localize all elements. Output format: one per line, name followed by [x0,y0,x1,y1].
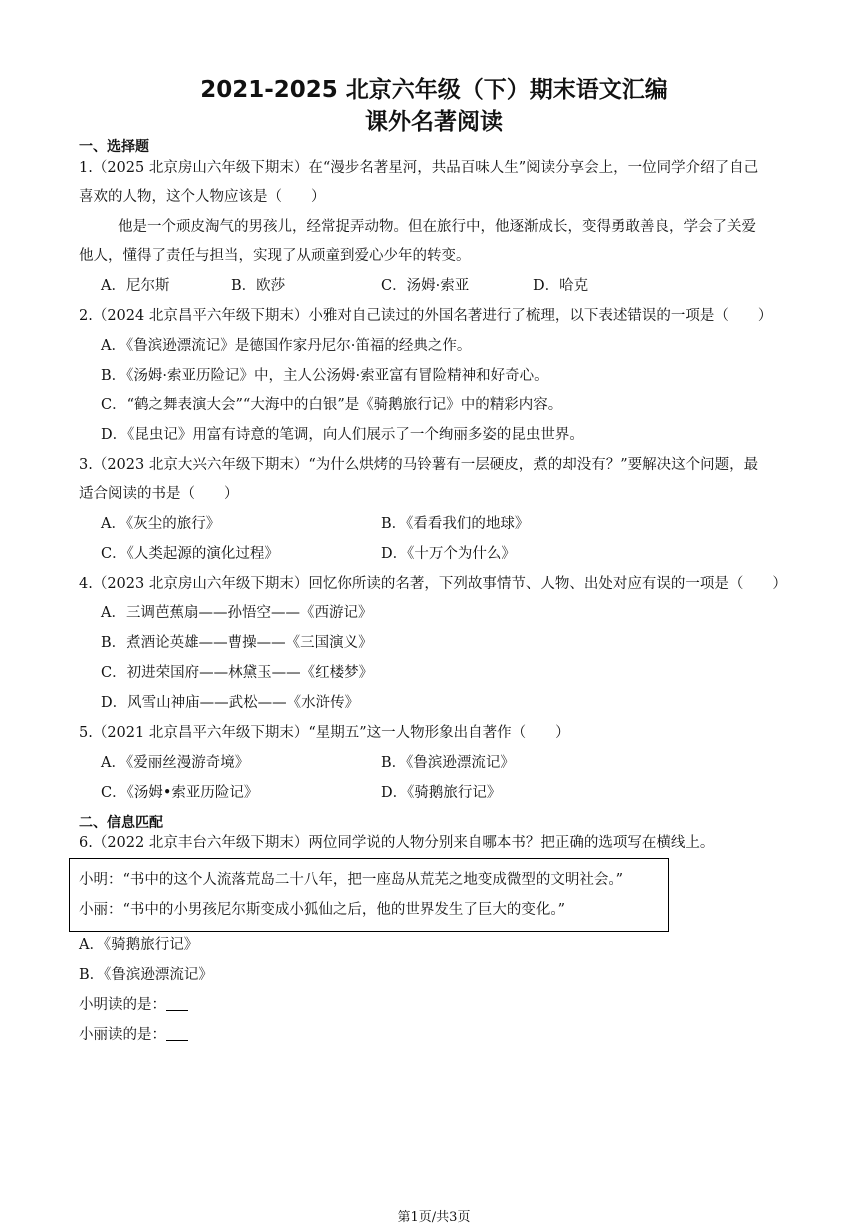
question-3-text-cont: 适合阅读的书是（ ） [79,486,239,502]
question-5-option-b: B．《鲁滨逊漂流记》 [381,755,515,771]
question-1-option-b: B．欧莎 [231,278,286,294]
question-2-option-b: B．《汤姆·索亚历险记》中，主人公汤姆·索亚富有冒险精神和好奇心。 [101,368,549,384]
question-6-text: 6.（2022 北京丰台六年级下期末）两位同学说的人物分别来自哪本书？把正确的选项写在横线上。 [79,835,715,851]
question-3-option-c: C．《人类起源的演化过程》 [101,546,279,562]
quote-xiaoli: 小丽：“书中的小男孩尼尔斯变成小狐仙之后，他的世界发生了巨大的变化。” [79,902,566,918]
question-1-text-cont: 喜欢的人物，这个人物应该是（ ） [79,189,326,205]
document-title: 2021-2025 北京六年级（下）期末语文汇编 [200,77,668,103]
question-5-option-d: D．《骑鹅旅行记》 [381,785,502,801]
question-3-option-b: B．《看看我们的地球》 [381,516,530,532]
question-1-passage-cont: 他人，懂得了责任与担当，实现了从顽童到爱心少年的转变。 [79,248,471,264]
question-1-option-a: A．尼尔斯 [101,278,170,294]
answer-line-xiaoming [79,993,188,1014]
question-4-option-b: B．煮酒论英雄——曹操——《三国演义》 [101,635,373,651]
question-3-option-a: A．《灰尘的旅行》 [101,516,221,532]
question-2-option-c: C．“鹤之舞表演大会”“大海中的白银”是《骑鹅旅行记》中的精彩内容。 [101,397,563,413]
answer-blank-xiaoli[interactable] [166,1026,188,1041]
question-3-option-d: D．《十万个为什么》 [381,546,516,562]
question-1-text: 1.（2025 北京房山六年级下期末）在“漫步名著星河，共品百味人生”阅读分享会上，一位同学介绍了自己 [79,160,759,176]
question-5-option-c: C．《汤姆•索亚历险记》 [101,785,259,801]
match-option-b: B．《鲁滨逊漂流记》 [79,967,213,983]
answer-label-xiaoming: 小明读的是： [79,997,166,1013]
answer-blank-xiaoming[interactable] [166,996,188,1011]
question-4-text: 4.（2023 北京房山六年级下期末）回忆你所读的名著，下列故事情节、人物、出处对应有误的一项是（ ） [79,576,787,592]
question-2-option-d: D．《昆虫记》用富有诗意的笔调，向人们展示了一个绚丽多姿的昆虫世界。 [101,427,584,443]
answer-label-xiaoli: 小丽读的是： [79,1027,166,1043]
question-2-option-a: A．《鲁滨逊漂流记》是德国作家丹尼尔·笛福的经典之作。 [101,338,472,354]
question-4-option-d: D．风雪山神庙——武松——《水浒传》 [101,695,360,711]
answer-line-xiaoli [79,1023,188,1044]
match-option-a: A．《骑鹅旅行记》 [79,937,199,953]
question-1-option-d: D．哈克 [533,278,589,294]
section-heading-matching: 二、信息匹配 [79,815,163,831]
question-5-text: 5.（2021 北京昌平六年级下期末）“星期五”这一人物形象出自著作（ ） [79,725,570,741]
question-1-passage: 他是一个顽皮淘气的男孩儿，经常捉弄动物。但在旅行中，他逐渐成长，变得勇敢善良，学会了关爱 [118,219,756,235]
document-subtitle: 课外名著阅读 [365,109,503,135]
question-1-option-c: C．汤姆·索亚 [381,278,470,294]
question-5-option-a: A．《爱丽丝漫游奇境》 [101,755,250,771]
page-number: 第1页/共3页 [397,1210,471,1225]
question-2-text: 2.（2024 北京昌平六年级下期末）小雅对自己读过的外国名著进行了梳理，以下表述错误的一项是（ ） [79,308,773,324]
quote-xiaoming: 小明：“书中的这个人流落荒岛二十八年，把一座岛从荒芜之地变成微型的文明社会。” [79,872,624,888]
question-4-option-c: C．初进荣国府——林黛玉——《红楼梦》 [101,665,374,681]
question-3-text: 3.（2023 北京大兴六年级下期末）“为什么烘烤的马铃薯有一层硬皮，煮的却没有？”要解决这个问题，最 [79,457,759,473]
question-4-option-a: A．三调芭蕉扇——孙悟空——《西游记》 [101,605,373,621]
section-heading-choice: 一、选择题 [79,139,149,155]
